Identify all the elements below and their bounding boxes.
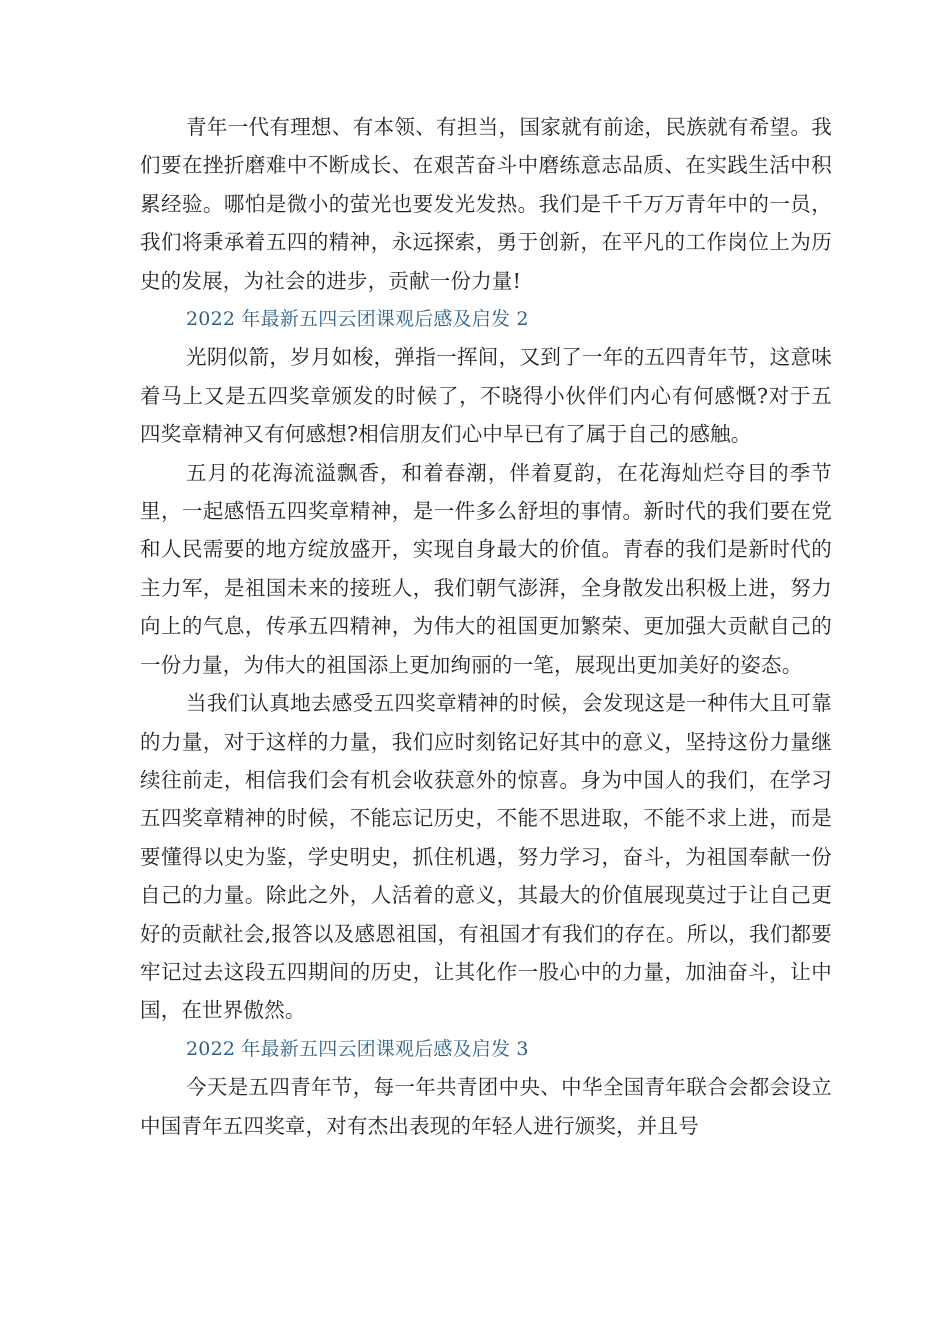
paragraph-5: 今天是五四青年节，每一年共青团中央、中华全国青年联合会都会设立中国青年五四奖章，对有杰出表现的年轻人进行颁奖，并且号	[140, 1075, 832, 1138]
section-heading-2: 2022 年最新五四云团课观后感及启发 2	[186, 308, 529, 331]
paragraph-2: 光阴似箭，岁月如梭，弹指一挥间，又到了一年的五四青年节，这意味着马上又是五四奖章颁发的时候了，不晓得小伙伴们内心有何感慨?对于五四奖章精神又有何感想?相信朋友们心中早已有了属于自己的感触。	[140, 345, 832, 447]
document-body	[140, 108, 832, 1145]
section-heading-3: 2022 年最新五四云团课观后感及启发 3	[186, 1037, 529, 1060]
paragraph-4: 当我们认真地去感受五四奖章精神的时候，会发现这是一种伟大且可靠的力量，对于这样的力量，我们应时刻铭记好其中的意义，坚持这份力量继续往前走，相信我们会有机会收获意外的惊喜。身为中国人的我们，在学习五四奖章精神的时候，不能忘记历史，不能不思进取，不能不求上进，而是要懂得以史为鉴，学史明史，抓住机遇，努力学习，奋斗，为祖国奉献一份自己的力量。除此之外，人活着的意义，其最大的价值展现莫过于让自己更好的贡献社会,报答以及感恩祖国，有祖国才有我们的存在。所以，我们都要牢记过去这段五四期间的历史，让其化作一股心中的力量，加油奋斗，让中国，在世界傲然。	[140, 691, 832, 1023]
paragraph-1: 青年一代有理想、有本领、有担当，国家就有前途，民族就有希望。我们要在挫折磨难中不断成长、在艰苦奋斗中磨练意志品质、在实践生活中积累经验。哪怕是微小的萤光也要发光发热。我们是千千万万青年中的一员，我们将秉承着五四的精神，永远探索，勇于创新，在平凡的工作岗位上为历史的发展，为社会的进步，贡献一份力量!	[140, 115, 832, 293]
paragraph-3: 五月的花海流溢飘香，和着春潮，伴着夏韵，在花海灿烂夺目的季节里，一起感悟五四奖章精神，是一件多么舒坦的事情。新时代的我们要在党和人民需要的地方绽放盛开，实现自身最大的价值。青春的我们是新时代的主力军，是祖国未来的接班人，我们朝气澎湃，全身散发出积极上进，努力向上的气息，传承五四精神，为伟大的祖国更加繁荣、更加强大贡献自己的一份力量，为伟大的祖国添上更加绚丽的一笔，展现出更加美好的姿态。	[140, 460, 832, 677]
